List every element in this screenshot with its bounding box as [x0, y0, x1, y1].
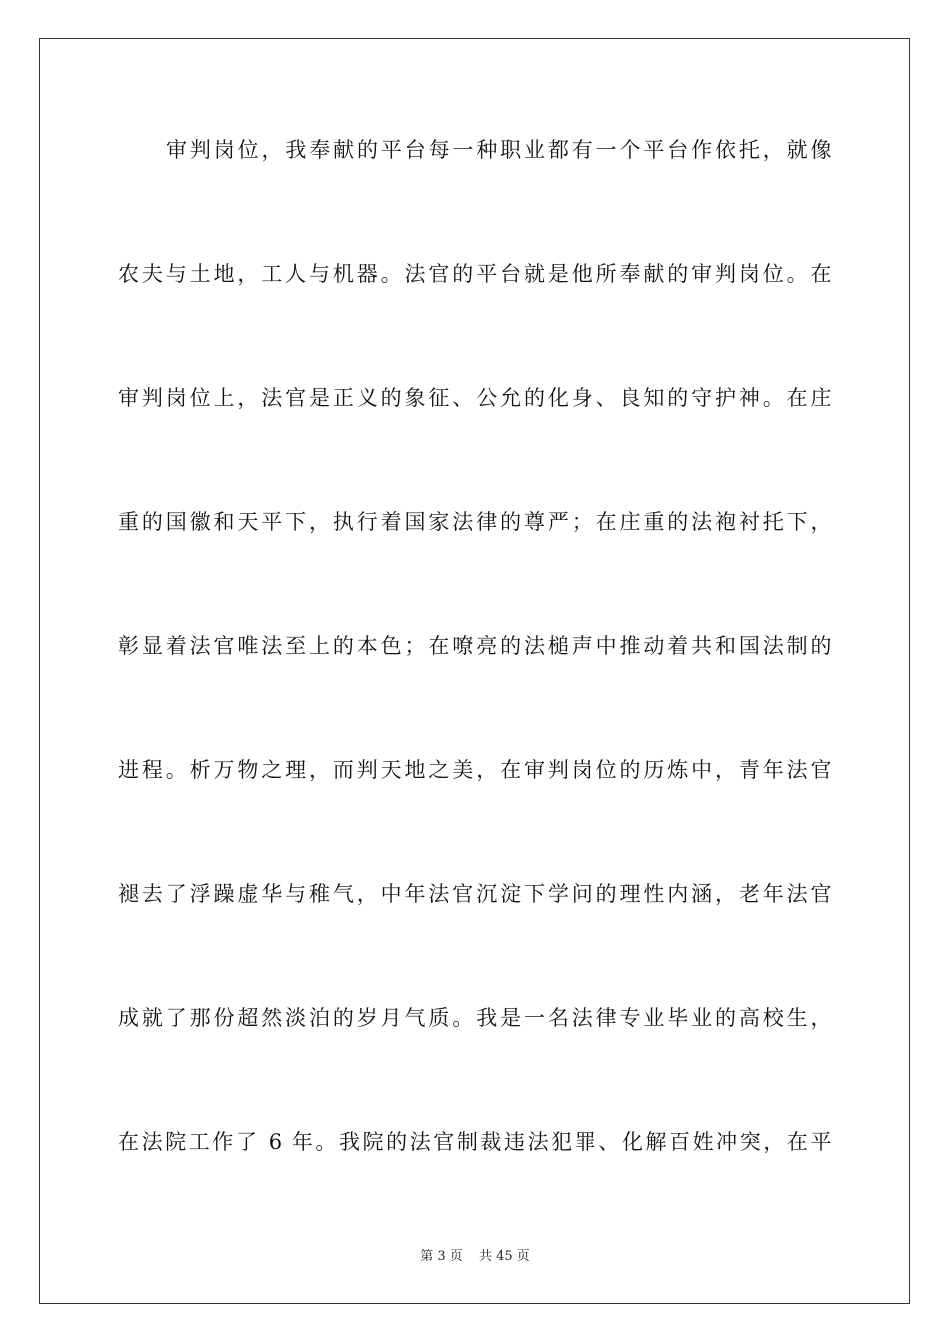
page-footer: [0, 1248, 950, 1266]
paragraph-line: 在法院工作了 6 年。我院的法官制裁违法犯罪、化解百姓冲突，在平: [118, 1130, 832, 1154]
page-number: 第 3 页: [420, 1249, 463, 1264]
paragraph-line: 彰显着法官唯法至上的本色；在嘹亮的法槌声中推动着共和国法制的: [118, 634, 832, 658]
paragraph-line: 成就了那份超然淡泊的岁月气质。我是一名法律专业毕业的高校生，: [118, 1006, 832, 1030]
page-border: [39, 38, 910, 1304]
paragraph-line: 进程。析万物之理，而判天地之美，在审判岗位的历炼中，青年法官: [118, 758, 832, 782]
paragraph-line: 审判岗位上，法官是正义的象征、公允的化身、良知的守护神。在庄: [118, 386, 832, 410]
paragraph-line: 农夫与土地，工人与机器。法官的平台就是他所奉献的审判岗位。在: [118, 262, 832, 286]
paragraph-line: 审判岗位，我奉献的平台每一种职业都有一个平台作依托，就像: [166, 138, 832, 162]
paragraph-line: 重的国徽和天平下，执行着国家法律的尊严；在庄重的法袍衬托下，: [118, 510, 832, 534]
paragraph-line: 褪去了浮躁虚华与稚气，中年法官沉淀下学问的理性内涵，老年法官: [118, 882, 832, 906]
total-pages: 共 45 页: [478, 1249, 530, 1264]
